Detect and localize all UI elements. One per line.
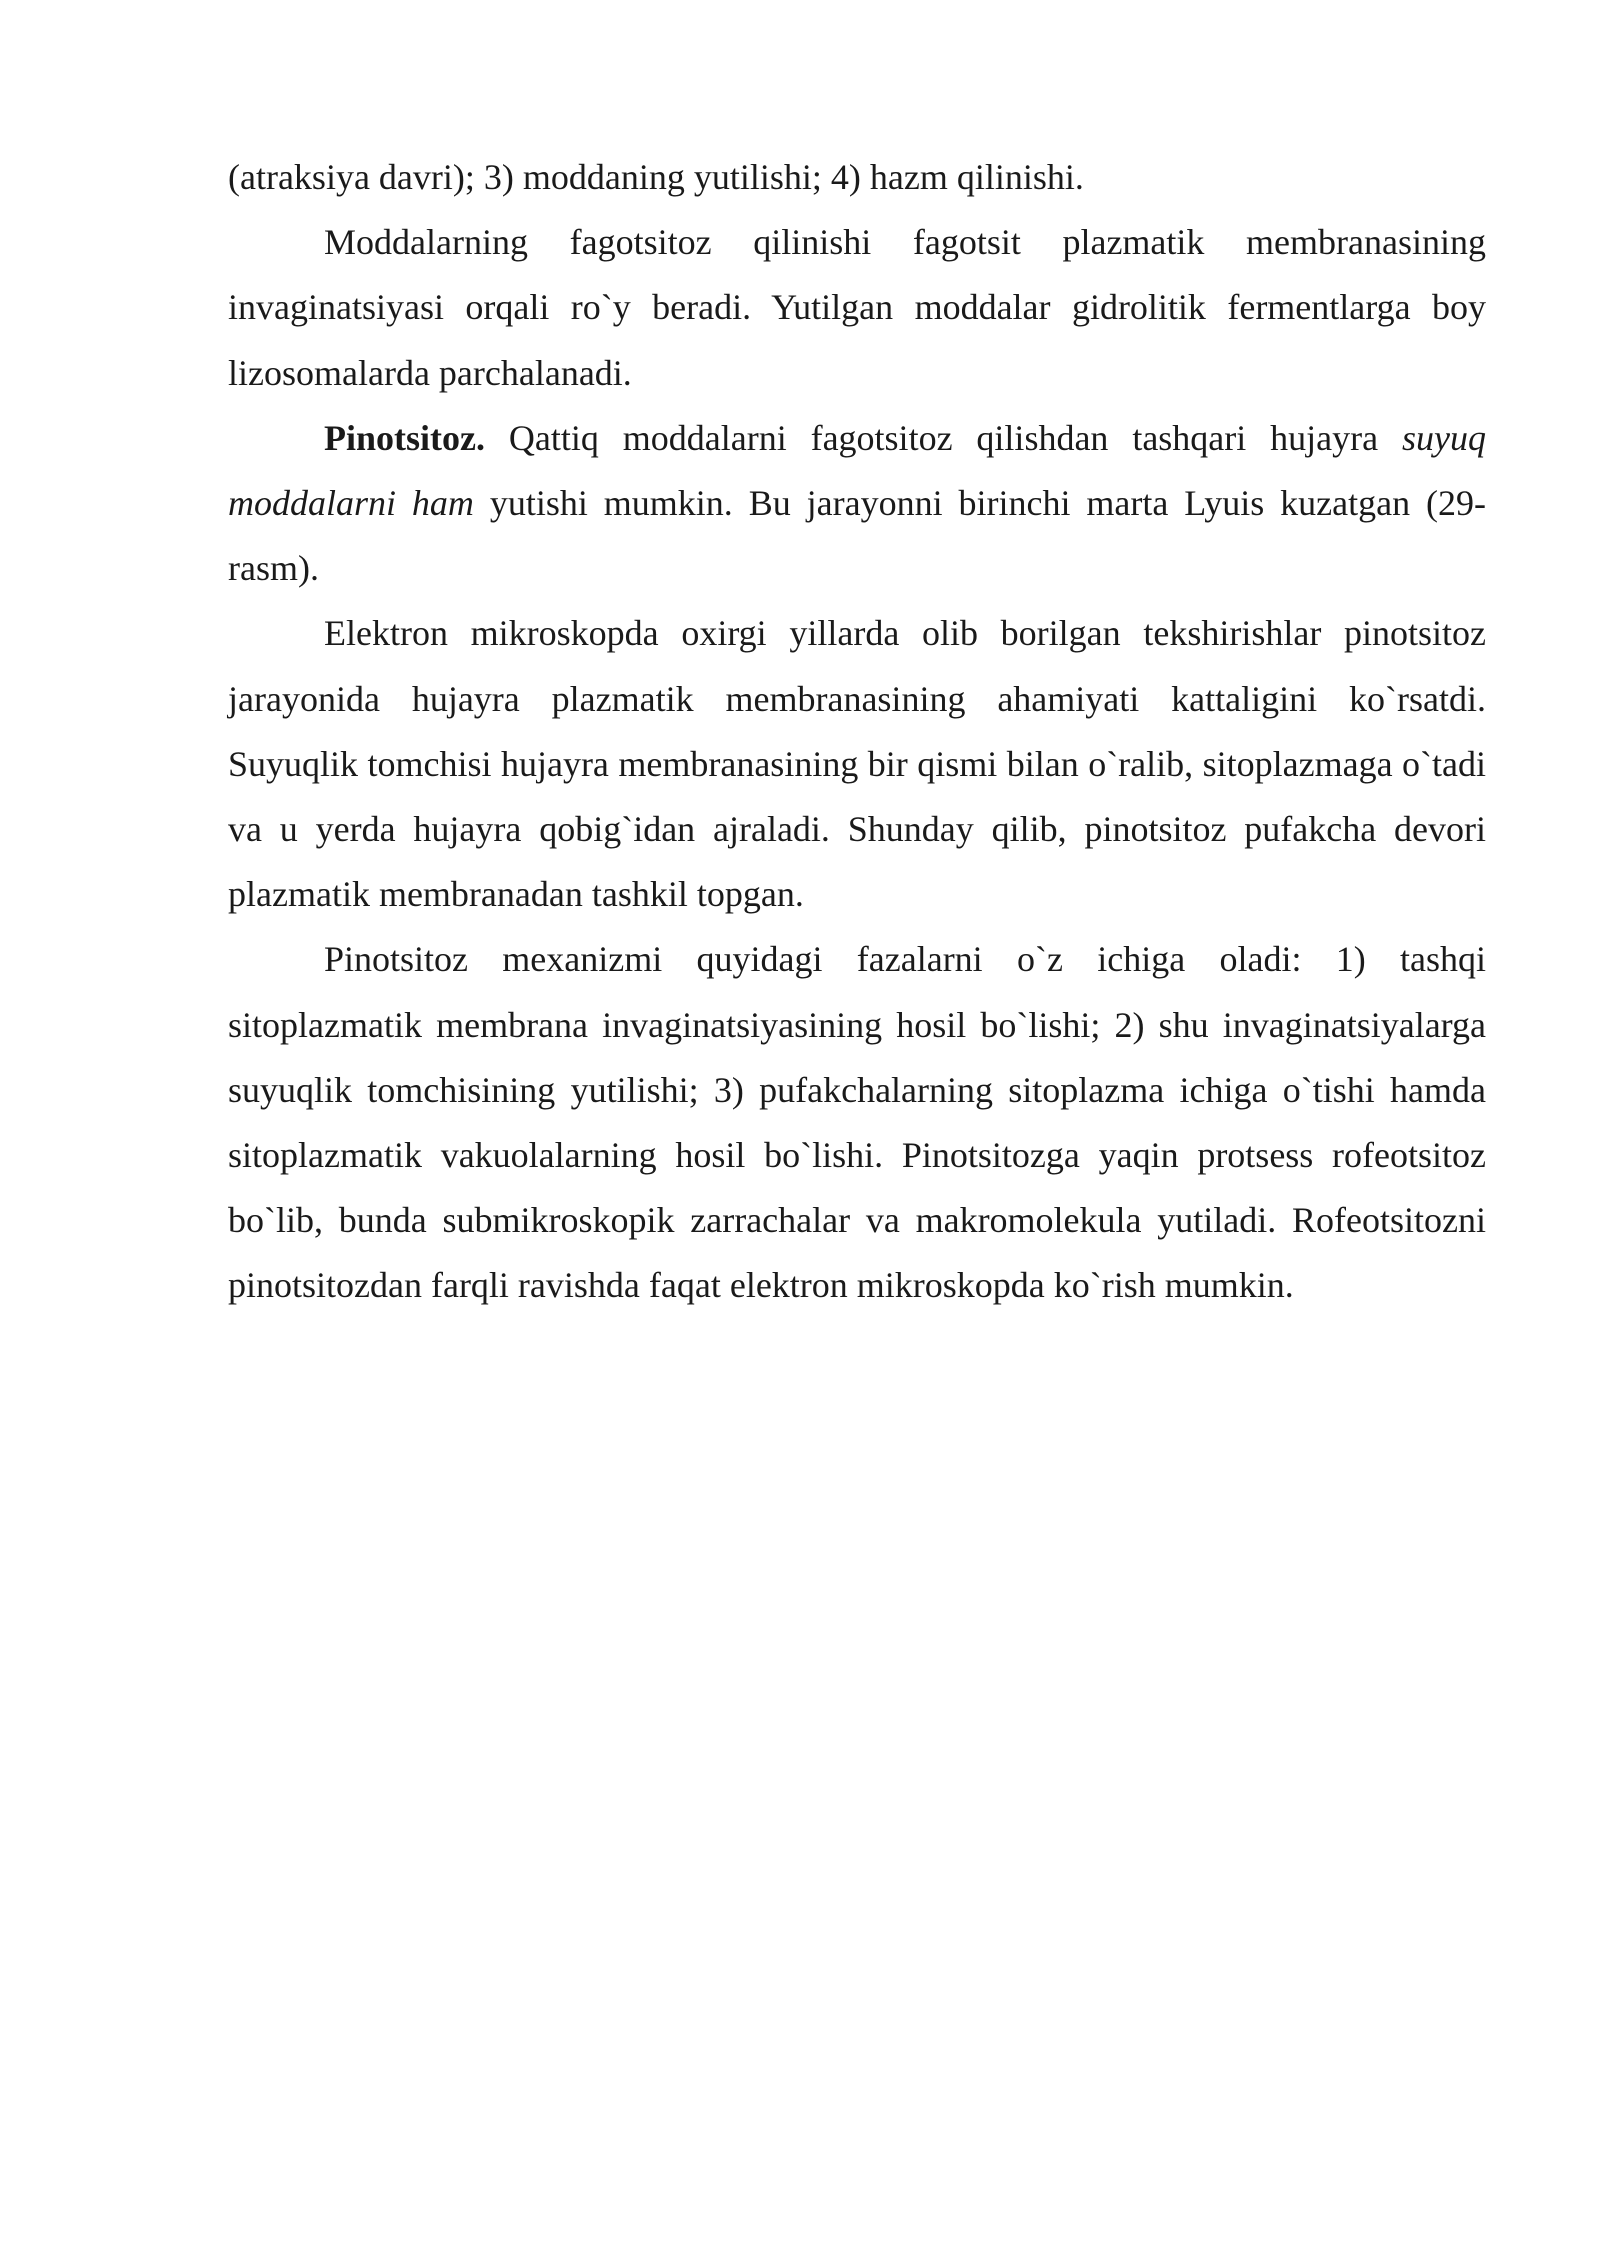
body-text [228,145,1486,1319]
paragraph-italic-phrase: suyuq moddalarni ham [228,417,1486,524]
paragraph-text: Elektron mikroskopda oxirgi yillarda olib borilgan tekshirishlar pinotsitoz jarayonida hujayra plazmatik membranasining ahamiyati kattaligini ko`rsatdi. Suyuqlik tomchisi hujayra membranasining bir qismi bilan o`ralib, sitoplazmaga o`tadi va u yerda hujayra qobig`idan ajraladi. Shunday qilib, pinotsitoz pufakcha devori plazmatik membranadan tashkil topgan. [228,613,1486,915]
paragraph-pinotsitoz [228,406,1486,602]
paragraph-elektron-mikroskop [228,601,1486,927]
paragraph-fagotsitoz [228,210,1486,406]
paragraph-mexanizm [228,927,1486,1318]
paragraph-continuation [228,145,1486,210]
paragraph-text: (atraksiya davri); 3) moddaning yutilishi; 4) hazm qilinishi. [228,157,1084,197]
paragraph-text: yutishi mumkin. Bu jarayonni birinchi marta Lyuis kuzatgan (29-rasm). [228,483,1486,589]
paragraph-heading: Pinotsitoz. [324,417,485,458]
paragraph-text: Qattiq moddalarni fagotsitoz qilishdan tashqari hujayra [484,417,1402,458]
paragraph-text: Pinotsitoz mexanizmi quyidagi fazalarni o`z ichiga oladi: 1) tashqi sitoplazmatik membrana invaginatsiyasining hosil bo`lishi; 2) shu invaginatsiyalarga suyuqlik tomchisining yutilishi; 3) pufakchalarning sitoplazma ichiga o`tishi hamda sitoplazmatik vakuolalarning hosil bo`lishi. Pinotsitozga yaqin protsess rofeotsitoz bo`lib, bunda submikroskopik zarrachalar va makromolekula yutiladi. Rofeotsitozni pinotsitozdan farqli ravishda faqat elektron mikroskopda ko`rish mumkin. [228,939,1486,1306]
paragraph-text: Moddalarning fagotsitoz qilinishi fagotsit plazmatik membranasining invaginatsiyasi orqali ro`y beradi. Yutilgan moddalar gidrolitik fermentlarga boy lizosomalarda parchalanadi. [228,222,1486,393]
